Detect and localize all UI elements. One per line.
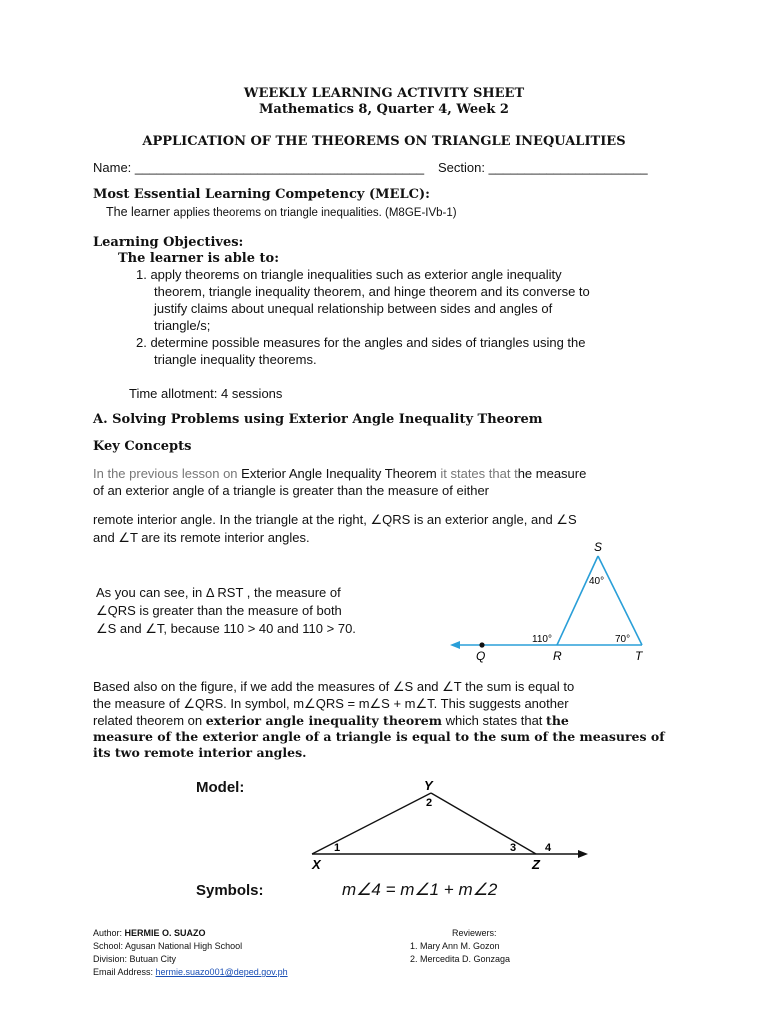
concept-paragraph-4-line-1: Based also on the figure, if we add the measures of ∠S and ∠T the sum is equal to [93,679,575,694]
model-angle-2: 2 [426,797,433,809]
author-label: Author: [93,928,125,938]
objective-2-line-1: 2. determine possible measures for the angles and sides of triangles using the [136,335,586,350]
arrow-left-icon [450,641,460,649]
concept-paragraph-1 [93,466,586,481]
concept-paragraph-3-line-1: As you can see, in Δ RST , the measure of [96,585,341,600]
label-angle-s: 40° [589,576,605,587]
sheet-subtitle: Mathematics 8, Quarter 4, Week 2 [259,102,509,117]
p1-black-2: he measure [517,466,587,481]
label-s: S [594,540,603,554]
footer-division: Division: Butuan City [93,954,177,964]
p4-l3-a: related theorem on [93,713,206,728]
model-triangle-figure [300,776,600,876]
melc-text [106,205,457,219]
reviewers-label: Reviewers: [452,928,497,938]
concept-paragraph-3-line-3: ∠S and ∠T, because 110 > 40 and 110 > 70. [96,621,356,636]
objective-1-line-2: theorem, triangle inequality theorem, and hinge theorem and its converse to [154,284,590,299]
name-field[interactable]: Name: ________________________________________ [93,160,425,175]
arrow-right-icon [578,850,588,858]
concept-paragraph-3-line-2: ∠QRS is greater than the measure of both [96,603,342,618]
side-st [598,556,642,645]
p1-gray-1: In the previous lesson on [93,466,242,481]
label-angle-t: 70° [615,634,631,645]
model-label-y: Y [424,778,433,793]
model-formula: m∠4 = m∠1 + m∠2 [342,880,498,899]
concept-paragraph-2-line-2: and ∠T are its remote interior angles. [93,530,310,545]
time-allotment: Time allotment: 4 sessions [129,386,283,401]
concept-paragraph-4-line-4: measure of the exterior angle of a triangle is equal to the sum of the measures of [93,729,665,744]
model-label-x: X [312,857,321,872]
concept-paragraph-1-line-2: of an exterior angle of a triangle is greater than the measure of either [93,483,490,498]
point-q [479,642,484,647]
reviewer-1: 1. Mary Ann M. Gozon [410,941,500,951]
email-label: Email Address: [93,967,156,977]
model-label: Model: [196,779,245,796]
model-label-z: Z [532,857,540,872]
model-angle-1: 1 [334,842,341,854]
footer-school: School: Agusan National High School [93,941,243,951]
objective-1-line-4: triangle/s; [154,318,211,333]
side-rs [557,556,598,645]
label-r: R [553,649,562,663]
objective-1-line-1: 1. apply theorems on triangle inequalities such as exterior angle inequality [136,267,562,282]
model-side-xy [312,793,431,854]
p4-l3-b: exterior angle inequality theorem [205,713,442,728]
objective-1-line-3: justify claims about unequal relationship between sides and angles of [154,301,553,316]
objectives-subheading: The learner is able to: [118,251,280,266]
melc-heading: Most Essential Learning Competency (MELC): [93,187,430,202]
key-concepts-heading: Key Concepts [93,439,192,454]
footer-email [93,967,288,977]
p1-gray-2: it states that t [436,466,518,481]
melc-text-b: applies theorems on triangle inequalities. (M8GE-IVb-1) [173,207,457,219]
concept-paragraph-2-line-1: remote interior angle. In the triangle at the right, ∠QRS is an exterior angle, and ∠S [93,512,577,527]
footer-author [93,928,206,938]
model-side-yz [431,793,536,854]
email-link[interactable]: hermie.suazo001@deped.gov.ph [155,967,288,977]
sheet-title: WEEKLY LEARNING ACTIVITY SHEET [243,86,525,101]
objective-2-line-2: triangle inequality theorems. [154,352,317,367]
concept-paragraph-4-line-3 [93,713,569,728]
symbols-label: Symbols: [196,882,264,899]
p4-l3-d: the [546,713,569,728]
section-field[interactable]: Section: ______________________ [438,160,648,175]
p1-black-1: Exterior Angle Inequality Theorem [241,466,437,481]
reviewer-2: 2. Mercedita D. Gonzaga [410,954,511,964]
label-q: Q [476,649,486,663]
triangle-rst-figure [440,536,660,666]
model-angle-4: 4 [545,842,552,854]
section-a-heading: A. Solving Problems using Exterior Angle Inequality Theorem [93,412,543,427]
label-t: T [635,649,643,663]
author-name: HERMIE O. SUAZO [124,928,206,938]
label-angle-r: 110° [532,634,552,645]
model-angle-3: 3 [510,842,517,854]
p4-l3-c: which states that [441,713,547,728]
topic-title: APPLICATION OF THE THEOREMS ON TRIANGLE INEQUALITIES [142,134,626,149]
concept-paragraph-4-line-5: its two remote interior angles. [93,745,307,760]
melc-text-a: The learner [106,205,170,219]
concept-paragraph-4-line-2: the measure of ∠QRS. In symbol, m∠QRS = m∠S + m∠T. This suggests another [93,696,569,711]
objectives-heading: Learning Objectives: [93,235,244,250]
